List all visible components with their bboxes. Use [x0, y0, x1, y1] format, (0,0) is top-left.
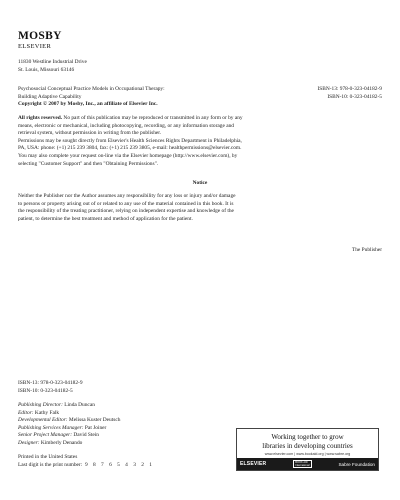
badge-bookaid-mark — [293, 460, 311, 468]
printing-info — [18, 454, 152, 469]
book-info — [18, 86, 382, 109]
credit-person: David Stein — [72, 432, 99, 439]
badge-sponsor-bar — [237, 458, 378, 470]
publisher-address — [18, 59, 87, 74]
address-line: St. Louis, Missouri 63146 — [18, 66, 75, 73]
notice-signature: The Publisher — [351, 247, 382, 253]
credit-role: Publishing Services Manager: — [18, 424, 84, 431]
badge-line-1: Working together to grow — [271, 433, 344, 441]
notice-line: to persons or property arising out of or related to any use of the material contained in this book. It is — [18, 200, 234, 207]
credit-row — [18, 432, 120, 440]
credit-row — [18, 440, 120, 448]
bookaid-line: International — [295, 464, 310, 467]
print-number-label: Last digit is the print number: — [18, 461, 83, 468]
credit-role: Developmental Editor: — [18, 417, 68, 424]
isbn13-top: ISBN-13: 978-0-323-04182-9 — [317, 86, 382, 92]
rights-line: retrieval system, without permission in writing from the publisher. — [18, 130, 162, 137]
book-title-line: Building Adaptive Capability — [18, 93, 82, 100]
credit-row — [18, 402, 120, 410]
rights-line — [18, 115, 380, 123]
credit-role: Senior Project Manager: — [18, 432, 72, 439]
print-number-digits: 9 8 7 6 5 4 3 2 1 — [84, 461, 152, 468]
rights-line: means, electronic or mechanical, including photocopying, recording, or any information storage and — [18, 122, 235, 129]
print-number-line — [18, 462, 152, 470]
copyright-line: Copyright © 2007 by Mosby, Inc., an affiliate of Elsevier Inc. — [18, 101, 158, 108]
rights-line: Permissions may be sought directly from Elsevier's Health Sciences Rights Department in Philadelphia, — [18, 137, 242, 144]
printed-in: Printed in the United States — [18, 454, 78, 460]
rights-lead: All rights reserved. — [18, 115, 63, 121]
isbn13-bottom: ISBN-13: 978-0-323-04182-9 — [18, 380, 83, 386]
notice-text — [18, 193, 380, 223]
credit-person: Melissa Kuster Deutsch — [67, 417, 121, 424]
credit-row — [18, 410, 120, 418]
address-line: 11830 Westline Industrial Drive — [18, 59, 87, 65]
credit-role: Publishing Director: — [18, 402, 63, 408]
notice-line: the responsibility of the treating practitioner, relying on independent expertise and knowledge of the — [18, 208, 234, 215]
notice-heading: Notice — [192, 180, 208, 186]
credit-row — [18, 425, 120, 433]
isbn10-bottom: ISBN-10: 0-323-04182-5 — [18, 387, 73, 394]
credit-person: Pat Joiner — [83, 424, 107, 431]
credit-role: Designer: — [18, 439, 40, 446]
book-aid-badge — [236, 428, 379, 471]
logo-mosby: MOSBY — [18, 30, 62, 42]
isbn10-top: ISBN-10: 0-323-04182-5 — [327, 93, 382, 100]
notice-line: patient, to determine the best treatment and method of application for the patient. — [18, 215, 193, 222]
badge-sabre: Sabre Foundation — [338, 461, 375, 467]
badge-urls: www.elsevier.com | www.bookaid.org | www.sabre.org — [264, 452, 351, 456]
rights-line-rest: No part of this publication may be reproduced or transmitted in any form or by any — [62, 115, 243, 121]
rights-line: PA, USA: phone: (+1) 215 239 3804, fax: (+1) 215 239 3805, e-mail: healthpermissions@elsevier.com. — [18, 145, 242, 152]
credit-person: Linda Duncan — [62, 402, 95, 408]
credit-row — [18, 417, 120, 425]
isbn-top — [317, 86, 382, 101]
publisher-logo — [18, 31, 62, 50]
badge-line-2: libraries in developing countries — [262, 442, 353, 450]
logo-elsevier: ELSEVIER — [18, 42, 52, 50]
rights-line: You may also complete your request on-line via the Elsevier homepage (http://www.elsevier.com), by — [18, 152, 238, 159]
badge-elsevier: ELSEVIER — [240, 461, 267, 467]
bookaid-line: BOOK AID — [295, 461, 308, 464]
credit-person: Kimberly Denando — [39, 439, 83, 446]
isbn-bottom — [18, 380, 83, 395]
credits-list — [18, 402, 120, 448]
book-title-line: Psychosocial Conceptual Practice Models in Occupational Therapy: — [18, 86, 165, 92]
rights-statement — [18, 115, 380, 168]
credit-role: Editor: — [18, 409, 34, 416]
credit-person: Kathy Falk — [33, 409, 60, 416]
rights-line: selecting "Customer Support" and then "Obtaining Permissions". — [18, 160, 159, 167]
notice-line: Neither the Publisher nor the Author assumes any responsibility for any loss or injury and/or damage — [18, 193, 236, 199]
